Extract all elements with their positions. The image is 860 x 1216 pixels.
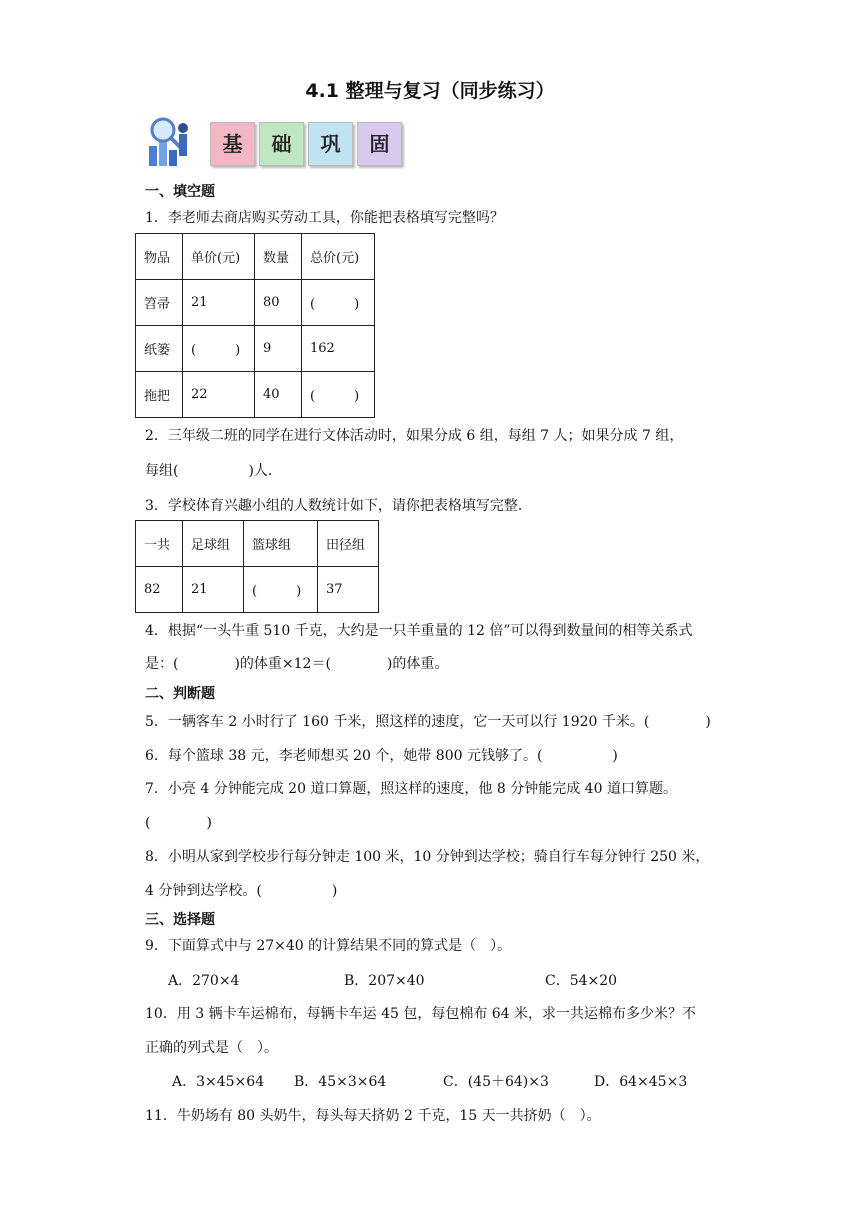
table-row (136, 372, 375, 418)
question-9: 9．下面算式中与 27×40 的计算结果不同的算式是（ ）。 (145, 938, 512, 954)
question-10-line-1: 10．用 3 辆卡车运棉布，每辆卡车运 45 包，每包棉布 64 米，求一共运棉布多少米？不 (145, 1006, 697, 1022)
question-2-line-1: 2．三年级二班的同学在进行文体活动时，如果分成 6 组，每组 7 人；如果分成 7 组， (145, 428, 684, 444)
table-cell: 笤帚 (136, 280, 183, 326)
table-header-cell: 足球组 (183, 521, 244, 567)
answer-blank-cell[interactable]: ( ) (302, 372, 375, 418)
table-cell: 82 (136, 567, 183, 613)
question-8-line-2: 4 分钟到达学校。( ) (145, 883, 338, 899)
tools-price-table (135, 233, 375, 418)
table-cell: 21 (183, 280, 255, 326)
table-header-cell: 田径组 (318, 521, 379, 567)
question-6: 6．每个篮球 38 元，李老师想买 20 个，她带 800 元钱够了。( ) (145, 748, 618, 764)
page-title: 4.1 整理与复习（同步练习） (305, 80, 555, 102)
table-row (136, 280, 375, 326)
question-2-line-2: 每组( )人． (145, 463, 282, 479)
question-10-line-2: 正确的列式是（ ）。 (145, 1040, 278, 1056)
banner-tile-4: 固 (357, 122, 402, 166)
section-heading-choice: 三、选择题 (145, 912, 215, 928)
answer-blank-cell[interactable]: ( ) (183, 326, 255, 372)
section-heading-fill-in: 一、填空题 (145, 184, 215, 200)
table-header-cell: 单价(元) (183, 234, 255, 280)
question-4-line-1: 4．根据“一头牛重 510 千克，大约是一只羊重量的 12 倍”可以得到数量间的相等关系式 (145, 623, 693, 639)
magnifier-chart-icon (143, 114, 195, 170)
question-4-line-2: 是：( )的体重×12＝( )的体重。 (145, 656, 449, 672)
table-row (136, 326, 375, 372)
question-1: 1．李老师去商店购买劳动工具，你能把表格填写完整吗？ (145, 210, 504, 226)
question-7-line-2: ( ) (145, 815, 212, 831)
question-3: 3．学校体育兴趣小组的人数统计如下，请你把表格填写完整． (145, 498, 532, 514)
banner-tile-3: 巩 (308, 122, 353, 166)
table-header-cell: 总价(元) (302, 234, 375, 280)
option-a[interactable]: A．3×45×64 (172, 1074, 265, 1090)
table-cell: 9 (255, 326, 302, 372)
answer-blank-cell[interactable]: ( ) (302, 280, 375, 326)
question-5: 5．一辆客车 2 小时行了 160 千米，照这样的速度，它一天可以行 1920 千米。( ) (145, 714, 711, 730)
table-cell: 21 (183, 567, 244, 613)
question-8-line-1: 8．小明从家到学校步行每分钟走 100 米，10 分钟到达学校；骑自行车每分钟行 250 米， (145, 849, 710, 865)
option-d[interactable]: D．64×45×3 (594, 1074, 688, 1090)
table-cell: 40 (255, 372, 302, 418)
table-cell: 拖把 (136, 372, 183, 418)
option-b[interactable]: B．207×40 (344, 973, 425, 989)
table-header-row (136, 521, 379, 567)
table-cell: 纸篓 (136, 326, 183, 372)
banner-tile-2: 础 (259, 122, 304, 166)
table-header-cell: 物品 (136, 234, 183, 280)
table-row (136, 567, 379, 613)
table-cell: 80 (255, 280, 302, 326)
table-cell: 22 (183, 372, 255, 418)
option-c[interactable]: C．54×20 (545, 973, 618, 989)
table-header-cell: 一共 (136, 521, 183, 567)
question-11: 11．牛奶场有 80 头奶牛，每头每天挤奶 2 千克，15 天一共挤奶（ ）。 (145, 1108, 601, 1124)
table-header-cell: 篮球组 (244, 521, 318, 567)
answer-blank-cell[interactable]: ( ) (244, 567, 318, 613)
table-cell: 162 (302, 326, 375, 372)
table-header-row (136, 234, 375, 280)
table-header-cell: 数量 (255, 234, 302, 280)
question-7-line-1: 7．小亮 4 分钟能完成 20 道口算题，照这样的速度，他 8 分钟能完成 40 道口算题。 (145, 781, 677, 797)
option-c[interactable]: C．(45＋64)×3 (443, 1074, 549, 1090)
section-heading-true-false: 二、判断题 (145, 686, 215, 702)
option-b[interactable]: B．45×3×64 (294, 1074, 387, 1090)
banner-tile-1: 基 (210, 122, 255, 166)
sports-group-table (135, 520, 379, 613)
option-a[interactable]: A．270×4 (168, 973, 240, 989)
table-cell: 37 (318, 567, 379, 613)
section-banner (143, 114, 403, 170)
